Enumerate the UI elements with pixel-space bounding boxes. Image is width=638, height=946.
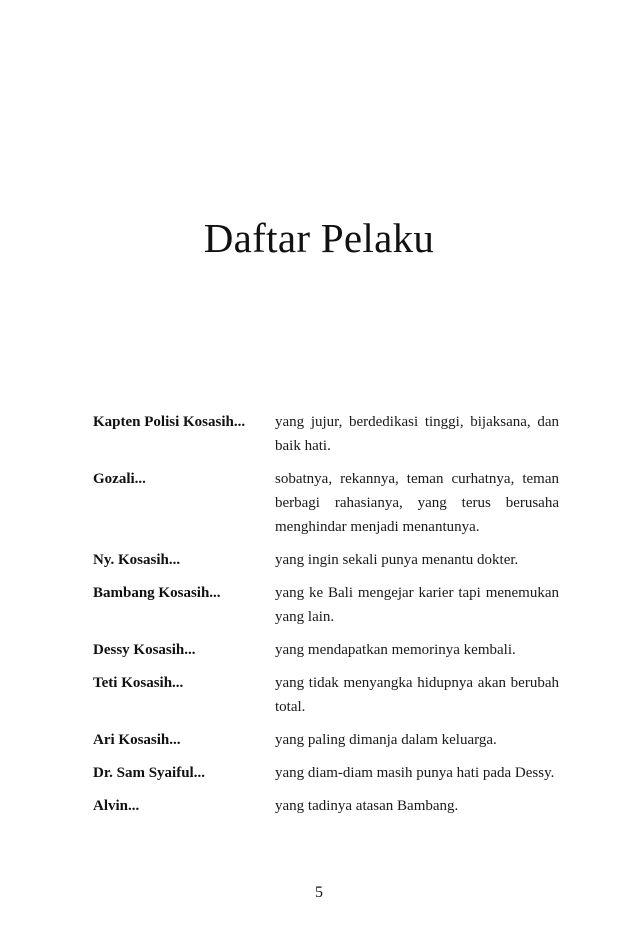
page-title: Daftar Pelaku: [203, 215, 435, 261]
cast-entry: [93, 548, 559, 572]
cast-description: yang diam-diam masih punya hati pada Dessy.: [275, 765, 555, 781]
cast-description: yang mendapatkan memorinya kembali.: [275, 642, 516, 658]
cast-description: yang jujur, berdedikasi tinggi, bijaksana, dan baik hati.: [275, 414, 559, 454]
cast-description: yang paling dimanja dalam keluarga.: [275, 732, 497, 748]
cast-entry: [93, 410, 559, 458]
cast-name: Alvin...: [93, 798, 140, 814]
cast-entry: [93, 581, 559, 629]
cast-entry: [93, 671, 559, 719]
cast-description: yang tadinya atasan Bambang.: [275, 798, 459, 814]
cast-entry: [93, 761, 559, 785]
cast-name: Gozali...: [93, 471, 146, 487]
cast-name: Bambang Kosasih...: [93, 585, 221, 601]
cast-name: Ny. Kosasih...: [93, 552, 181, 568]
cast-entry: [93, 467, 559, 539]
cast-name: Ari Kosasih...: [93, 732, 181, 748]
cast-description: yang ke Bali mengejar karier tapi menemukan yang lain.: [275, 585, 559, 625]
cast-entry: [93, 794, 559, 818]
cast-name: Dessy Kosasih...: [93, 642, 196, 658]
cast-description: yang ingin sekali punya menantu dokter.: [275, 552, 519, 568]
cast-description: sobatnya, rekannya, teman curhatnya, teman berbagi rahasianya, yang terus berusaha menghindar menjadi menantunya.: [275, 471, 559, 535]
cast-name: Dr. Sam Syaiful...: [93, 765, 205, 781]
cast-entry: [93, 638, 559, 662]
cast-list: [93, 410, 559, 827]
cast-name: Kapten Polisi Kosasih...: [93, 414, 246, 430]
cast-description: yang tidak menyangka hidupnya akan berubah total.: [275, 675, 559, 715]
cast-name: Teti Kosasih...: [93, 675, 184, 691]
cast-entry: [93, 728, 559, 752]
page-number: 5: [315, 884, 323, 901]
